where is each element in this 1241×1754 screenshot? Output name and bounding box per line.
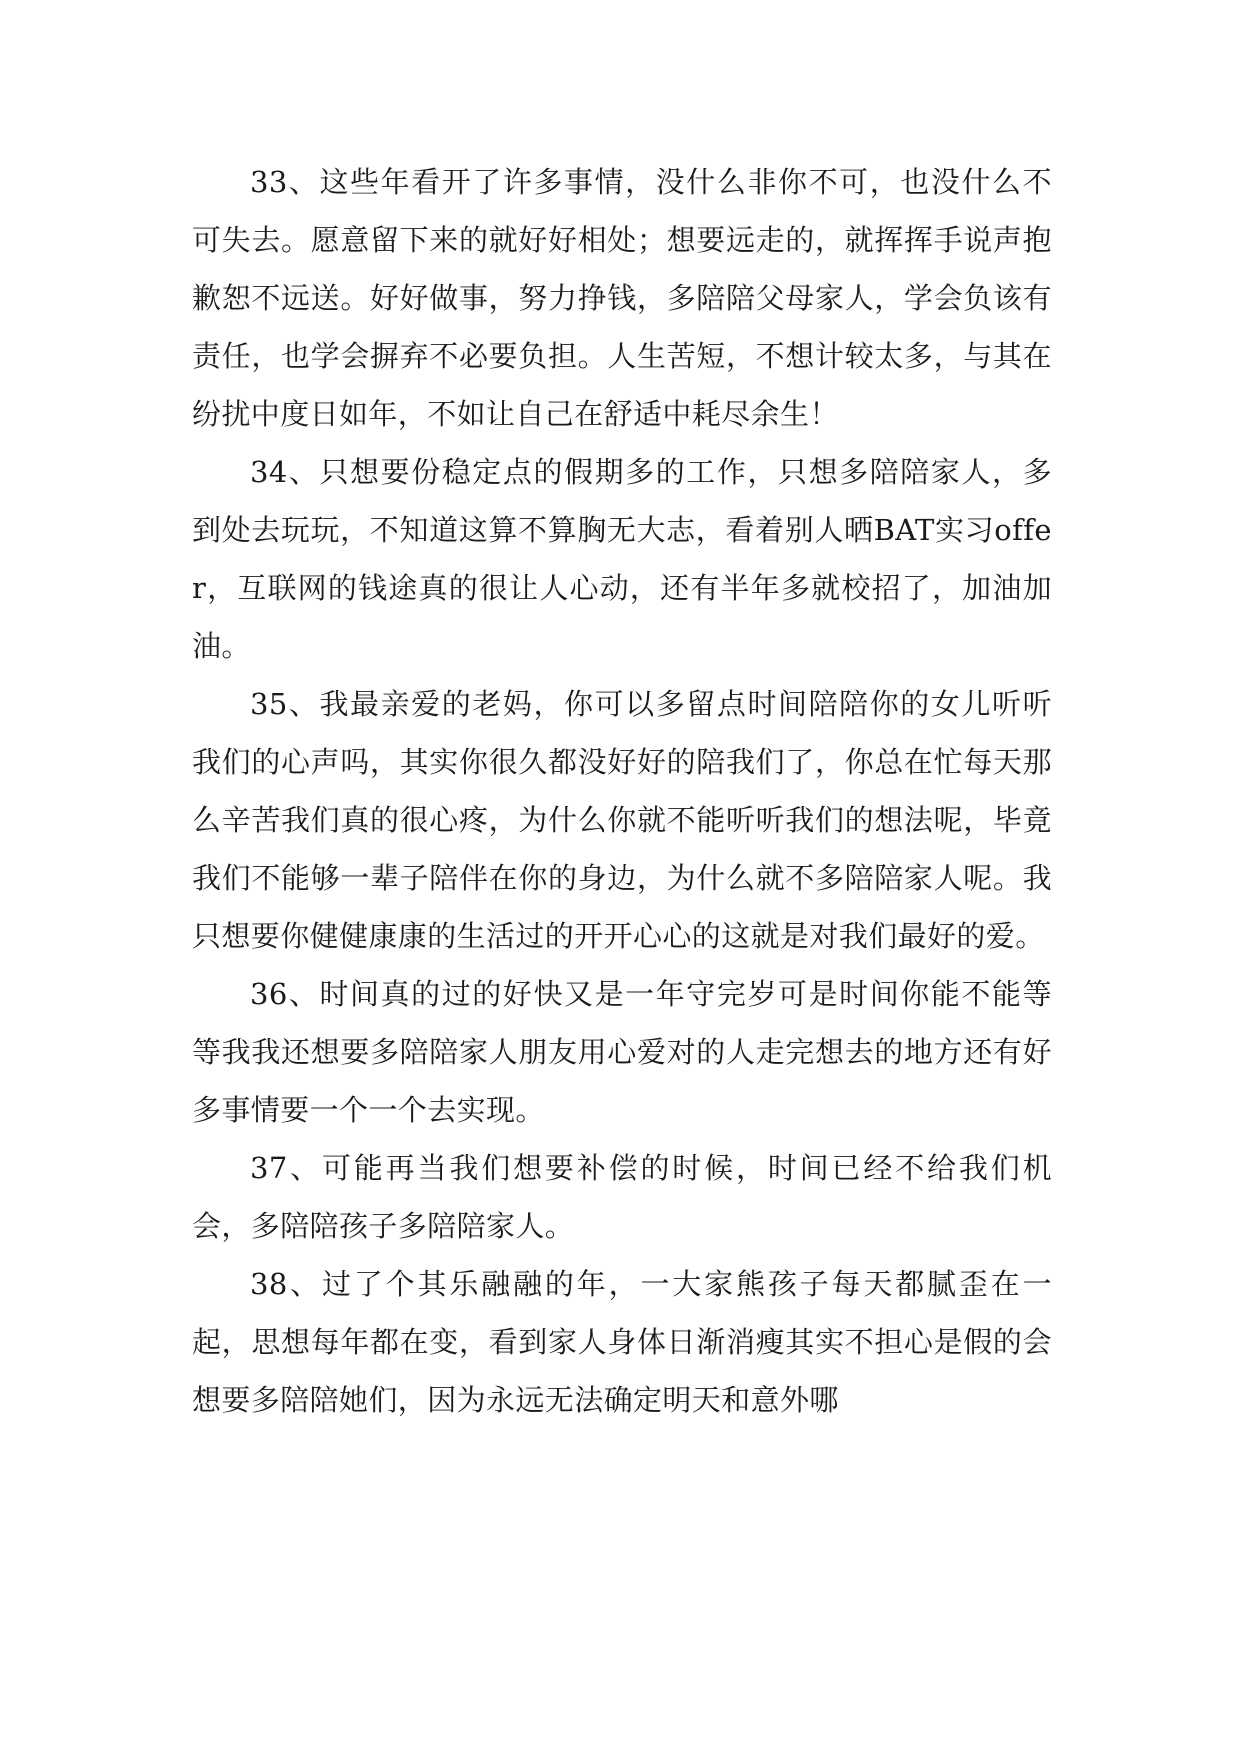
paragraph-35: 35、我最亲爱的老妈，你可以多留点时间陪陪你的女儿听听我们的心声吗，其实你很久都没好好的陪我们了，你总在忙每天那么辛苦我们真的很心疼，为什么你就不能听听我们的想法呢，毕竟我们不能够一辈子陪伴在你的身边，为什么就不多陪陪家人呢。我只想要你健健康康的生活过的开开心心的这就是对我们最好的爱。 — [192, 687, 1052, 953]
document-body — [192, 153, 1052, 1429]
paragraph-36: 36、时间真的过的好快又是一年守完岁可是时间你能不能等等我我还想要多陪陪家人朋友用心爱对的人走完想去的地方还有好多事情要一个一个去实现。 — [192, 977, 1052, 1127]
paragraph-33: 33、这些年看开了许多事情，没什么非你不可，也没什么不可失去。愿意留下来的就好好相处；想要远走的，就挥挥手说声抱歉恕不远送。好好做事，努力挣钱，多陪陪父母家人，学会负该有责任，也学会摒弃不必要负担。人生苦短，不想计较太多，与其在纷扰中度日如年，不如让自己在舒适中耗尽余生！ — [192, 165, 1052, 431]
paragraph-38: 38、过了个其乐融融的年，一大家熊孩子每天都腻歪在一起，思想每年都在变，看到家人身体日渐消瘦其实不担心是假的会想要多陪陪她们，因为永远无法确定明天和意外哪 — [192, 1267, 1052, 1417]
paragraph-34: 34、只想要份稳定点的假期多的工作，只想多陪陪家人，多到处去玩玩，不知道这算不算胸无大志，看着别人晒BAT实习offer，互联网的钱途真的很让人心动，还有半年多就校招了，加油加油。 — [192, 455, 1052, 663]
paragraph-37: 37、可能再当我们想要补偿的时候，时间已经不给我们机会，多陪陪孩子多陪陪家人。 — [192, 1151, 1052, 1243]
